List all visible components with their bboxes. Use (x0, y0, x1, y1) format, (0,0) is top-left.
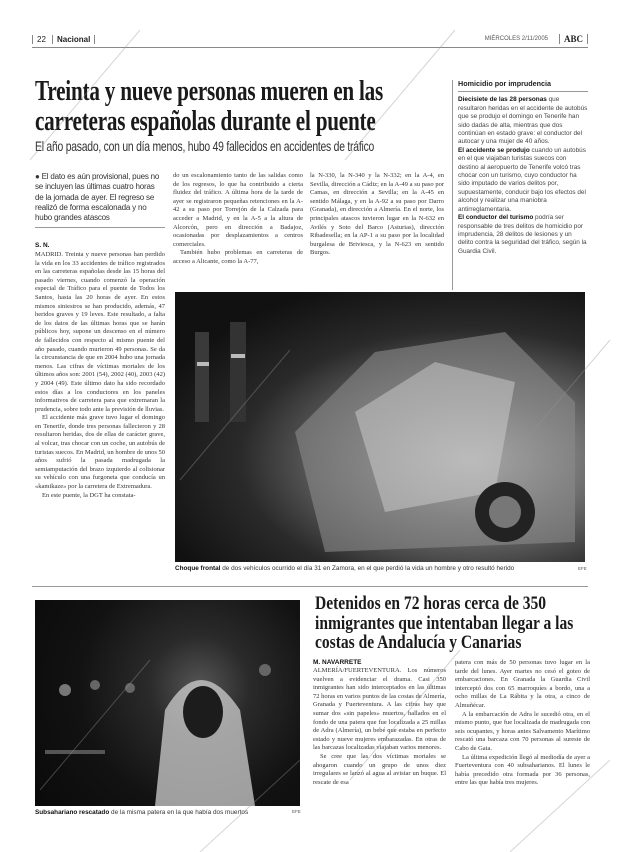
sidebar-item (458, 147, 588, 214)
sidebar-item (458, 96, 588, 146)
byline: S. N. (35, 242, 50, 249)
article-column-3 (310, 172, 444, 258)
sidebar-item (458, 214, 588, 256)
issue-date: MIÉRCOLES 2/11/2005 (484, 36, 548, 42)
rescued-man-image (35, 600, 300, 806)
page-number: 22 (32, 35, 50, 44)
sidebar-item-text: podría ser responsable de tres delitos de homicidio por imprudencia, 28 delitos de lesiones y un delito contra la seguridad del tráfico, según la Guardia Civil. (458, 214, 587, 255)
photo-caption-2 (35, 809, 248, 816)
caption-text: de la misma patera en la que había dos muertos (109, 809, 249, 816)
paragraph: El accidente más grave tuvo lugar el domingo en Tenerife, donde tres personas fallecieron y 28 resultaron heridas, dos de ellas de carácter grave, al volcar, tras chocar con un coche, un autobús de turistas suecos. En Madrid, un hombre de unos 50 años sufrió la pasada madrugada la semiamputación del brazo izquierdo al colisionar su vehículo con una furgoneta que conducía un «kamikaze» por la carretera de Extremadura. (35, 414, 165, 491)
sidebar-item-lead: Diecisiete de las 28 personas (458, 96, 547, 104)
car-crash-photo (175, 292, 585, 562)
paragraph: MADRID. Treinta y nueve personas han perdido la vida en los 33 accidentes de tráfico registrados en las carreteras españolas desde las 15 horas del pasado viernes, cuando comenzó la operación especial de Tráfico para el puente de Todos los Santos, hasta las 20 horas de ayer. En estos mismos siniestros se han producido, además, 47 heridos graves y 19 leves. Este resultado, a falta de los datos de las últimas horas que se harán públicos hoy, supone un descenso en el número de fallecidos con respecto al mismo puente del año pasado, cuando murieron 49 personas. Se da la circunstancia de que en 2004 hubo una jornada menos. Las cifras de víctimas mortales de los últimos años son: 2001 (54), 2002 (40), 2003 (42) y 2004 (49). Este último dato ha sido recordado estos días a los conductores en los paneles informativos de carretera para que extremaran la prudencia, sobre todo ante la previsión de lluvias. (35, 251, 165, 413)
sidebar-item-text: que resultaron heridas en el accidente de autobús que se produjo el domingo en Tenerife han sido dadas de alta, mientras que dos continúan en estado grave: el conductor del autocar y una mujer de 40 años. (458, 96, 588, 146)
paragraph: patera con más de 50 personas tuvo lugar en la tarde del lunes. Ayer martes no cesó el goteo de embarcaciones. En Granada la Guardia Civil interceptó dos con 65 marroquíes a bordo, una a ocho millas de La Rábita y la otra, a cinco de Almuñécar. (455, 659, 590, 709)
photo-credit-2: EFE (292, 809, 301, 814)
paragraph: la N-330, la N-340 y la N-332; en la A-4, en Sevilla, dirección a Cádiz; en la A-49 a su paso por Camas, en dirección a Sevilla; en la A-45 en sentido Málaga, y en la A-92 a su paso por Darro (Granada), en dirección a Almería. En el norte, los principales atascos tuvieron lugar en la N-632 en Avilés y Soto del Barco (Asturias), dirección Ribadesella; en la AP-1 a su paso por la localidad burgalesa de Briviesca, y la N-623 en sentido Burgos. (310, 172, 444, 257)
section-name: Nacional (52, 35, 95, 44)
caption-lead: Choque frontal (175, 565, 221, 572)
photo-credit: EFE (578, 566, 587, 571)
paragraph: ALMERÍA/FUERTEVENTURA. Los números vuelven a evidenciar el drama. Casi 350 inmigrantes han sido interceptados en las últimas 72 horas en varios puntos de las costas de Almería, Granada y Fuerteventura. A las cifras hay que sumar dos «sin papeles» muertos, hallados en el fondo de una patera que fue localizada a 25 millas de Adra (Almería), un bebé que estaba en perfecto estado y nueve mujeres embarazadas. En otras de las barcazas localizadas viajaban varios menores. (313, 667, 446, 752)
second-headline: Detenidos en 72 horas cerca de 350 inmigrantes que intentaban llegar a las costas de Andalucía y Canarias (315, 594, 574, 653)
paragraph: do un escalonamiento tanto de las salidas como de los regresos, lo que ha contribuido a cierta fluidez del tráfico. A última hora de la tarde de ayer se registraron pequeñas retenciones en la A-42 a su paso por Torrejón de la Calzada para acceder a Madrid, y en la A-5 a la altura de Alcorcón, pero en dirección a Badajoz, ocasionadas por desplazamientos a centros comerciales. (173, 172, 303, 248)
sidebar-item-text: cuando un autobús en el que viajaban turistas suecos con destino al aeropuerto de Tenerife volcó tras chocar con un turismo, cuyo conductor ha sido imputado de varios delitos por, supuestamente, conducir bajo los efectos del alcohol y realizar una maniobra antirreglamentaria. (458, 146, 586, 213)
headline: Treinta y nueve personas mueren en las carreteras españolas durante el puente (35, 75, 384, 137)
article-column-2 (173, 172, 303, 267)
article-column-1 (35, 251, 165, 500)
second-column-1 (313, 667, 446, 787)
paragraph: También hubo problemas en carreteras de acceso a Alicante, como la A-77, (173, 249, 303, 265)
brand-logo: ABC (559, 34, 588, 44)
page-header (32, 34, 588, 48)
sidebar-item-lead: El conductor del turismo (458, 214, 534, 222)
second-column-2 (455, 659, 590, 788)
paragraph: Se cree que las dos víctimas mortales se ahogaron cuando un grupo de unos diez irregulares se lanzó al agua al avistar un buque. El rescate de esa (313, 752, 446, 786)
lead-summary: ● El dato es aún provisional, pues no se incluyen las últimas cuatro horas de la jornada de ayer. El regreso se realizó de forma escalonada y no hubo grandes atascos (35, 172, 165, 228)
sidebar-item-lead: El accidente se produjo (458, 146, 530, 154)
crash-scene-image (175, 292, 585, 562)
paragraph: La última expedición llegó al mediodía de ayer a Fuerteventura con 40 subsaharianos. El lunes le había precedido otra formada por 36 personas, entre las que había tres mujeres. (455, 753, 590, 787)
second-byline: M. NAVARRETE (313, 659, 362, 666)
sidebar-box (452, 80, 588, 290)
sidebar-title: Homicidio por imprudencia (458, 80, 588, 92)
caption-lead: Subsahariano rescatado (35, 809, 110, 816)
paragraph: A la embarcación de Adra le sucedió otra, en el mismo punto, que fue localizada de madrugada con seis ocupantes, y horas antes Salvamento Marítimo rescató una barcaza con 70 personas al sureste de Cabo de Gata. (455, 710, 590, 752)
subheadline: El año pasado, con un día menos, hubo 49 fallecidos en accidentes de tráfico (35, 138, 375, 154)
section-divider (32, 586, 588, 587)
photo-caption (175, 565, 514, 572)
caption-text: de dos vehículos ocurrido el día 31 en Zamora, en el que perdió la vida un hombre y otro resultó herido (220, 565, 515, 572)
paragraph: En este puente, la DGT ha constata- (42, 491, 136, 499)
migrant-photo (35, 600, 300, 806)
